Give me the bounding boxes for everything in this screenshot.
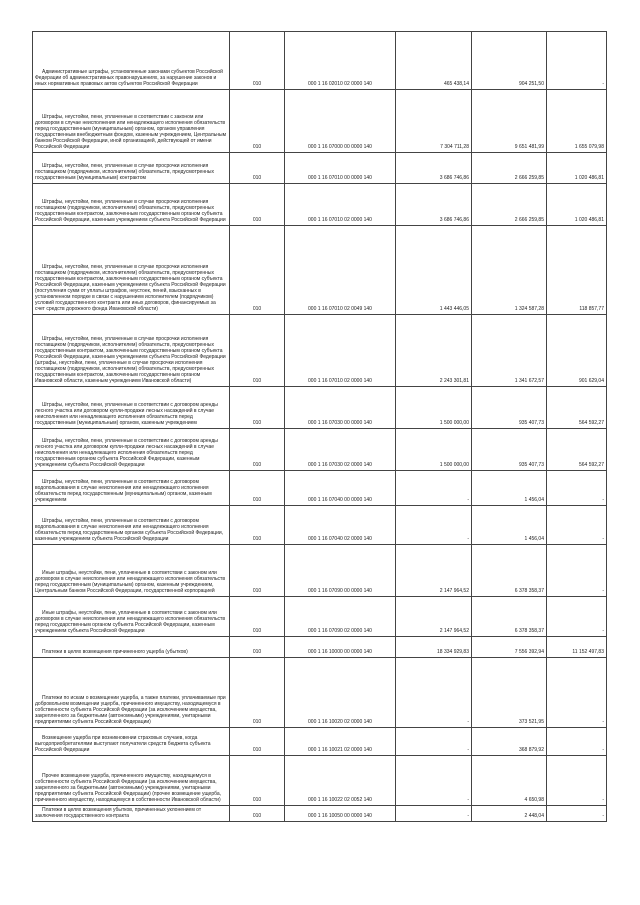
row-code: 010	[230, 315, 285, 387]
row-plan: 1 443 446,05	[396, 226, 472, 315]
row-exec: 1 324 587,28	[472, 226, 547, 315]
row-plan: -	[396, 728, 472, 756]
row-code: 010	[230, 597, 285, 637]
table-row	[33, 728, 607, 756]
row-rest: -	[547, 728, 607, 756]
row-exec: 1 456,04	[472, 506, 547, 545]
row-name: Прочее возмещение ущерба, причиненного имуществу, находящемуся в собственности субъекта Российской Федерации (за исключением имущества, закрепленного за бюджетными (автономными) учреждениями, унитарными предприятиями субъекта Российской Федерации) (прочее возмещение ущерба, причиненного имуществу, находящемуся в собственности Ивановской области)	[33, 756, 230, 806]
row-kbk: 000 1 16 07000 00 0000 140	[285, 90, 396, 153]
row-rest: -	[547, 756, 607, 806]
row-plan: 2 243 301,81	[396, 315, 472, 387]
row-name: Штрафы, неустойки, пени, уплаченные в соответствии с договором аренды лесного участка или договором купли-продажи лесных насаждений в случае неисполнения или ненадлежащего исполнения обязательств перед государственным (муниципальным) органом, казенным учреждением	[33, 387, 230, 429]
table-row	[33, 806, 607, 822]
row-code: 010	[230, 90, 285, 153]
row-plan: 2 147 964,52	[396, 545, 472, 597]
row-code: 010	[230, 226, 285, 315]
row-plan: -	[396, 806, 472, 822]
table-row	[33, 153, 607, 184]
table-row	[33, 637, 607, 658]
row-name: Штрафы, неустойки, пени, уплаченные в случае просрочки исполнения поставщиком (подрядчиком, исполнителем) обязательств, предусмотренных государственным контрактом, заключенным государственным органом субъекта Российской Федерации, казенным учреждением субъекта Российской Федерации (поступления сумм от уплаты штрафов, неустоек, пеней, взысканных в установленном порядке в связи с нарушением исполнителем (подрядчиком) условий государственного контракта или иных договоров, финансируемых за счет средств дорожного фонда Ивановской области)	[33, 226, 230, 315]
row-rest: -	[547, 545, 607, 597]
row-kbk: 000 1 16 07040 02 0000 140	[285, 506, 396, 545]
row-code: 010	[230, 756, 285, 806]
row-rest: 1 020 486,81	[547, 153, 607, 184]
row-rest: -	[547, 597, 607, 637]
row-name: Штрафы, неустойки, пени, уплаченные в случае просрочки исполнения поставщиком (подрядчиком, исполнителем) обязательств, предусмотренных государственным контрактом, заключенным государственным органом субъекта Российской Федерации, казенным учреждением субъекта Российской Федерации (штрафы, неустойки, пени, уплаченные в случае просрочки исполнения поставщиком (подрядчиком, исполнителем) обязательств, предусмотренных государственным контрактом, заключенным государственным органом Ивановской области, казенным учреждением Ивановской области)	[33, 315, 230, 387]
row-plan: -	[396, 506, 472, 545]
row-name: Штрафы, неустойки, пени, уплаченные в соответствии с договором водопользования в случае неисполнения или ненадлежащего исполнения обязательств перед государственным (муниципальным) органом, казенным учреждением	[33, 471, 230, 506]
row-name: Штрафы, неустойки, пени, уплаченные в случае просрочки исполнения поставщиком (подрядчиком, исполнителем) обязательств, предусмотренных государственным контрактом, заключенным государственным органом субъекта Российской Федерации, казенным учреждением субъекта Российской Федерации	[33, 184, 230, 226]
table-row	[33, 429, 607, 471]
row-rest: 1 655 079,98	[547, 90, 607, 153]
row-rest: 1 020 486,81	[547, 184, 607, 226]
row-kbk: 000 1 16 10000 00 0000 140	[285, 637, 396, 658]
row-exec: 1 341 672,57	[472, 315, 547, 387]
row-kbk: 000 1 16 10020 02 0000 140	[285, 658, 396, 728]
row-code: 010	[230, 506, 285, 545]
row-exec: 2 666 259,85	[472, 153, 547, 184]
row-plan: 1 500 000,00	[396, 387, 472, 429]
row-name: Иные штрафы, неустойки, пени, уплаченные в соответствии с законом или договором в случае неисполнения или ненадлежащего исполнения обязательств перед государственным (муниципальным) органом, казенным учреждением, Центральным банком Российской Федерации, государственной корпорацией	[33, 545, 230, 597]
row-kbk: 000 1 16 02010 02 0000 140	[285, 32, 396, 90]
row-kbk: 000 1 16 10022 02 0052 140	[285, 756, 396, 806]
row-exec: 1 456,04	[472, 471, 547, 506]
row-kbk: 000 1 16 07010 02 0000 140	[285, 184, 396, 226]
row-code: 010	[230, 806, 285, 822]
row-rest: 118 857,77	[547, 226, 607, 315]
row-name: Административные штрафы, установленные законами субъектов Российской Федерации об административных правонарушениях, за нарушение законов и иных нормативных правовых актов субъектов Российской Федерации	[33, 32, 230, 90]
row-kbk: 000 1 16 07090 00 0000 140	[285, 545, 396, 597]
row-name: Штрафы, неустойки, пени, уплаченные в случае просрочки исполнения поставщиком (подрядчиком, исполнителем) обязательств, предусмотренных государственным (муниципальным) контрактом	[33, 153, 230, 184]
table-row	[33, 471, 607, 506]
table-row	[33, 387, 607, 429]
table-row	[33, 658, 607, 728]
row-code: 010	[230, 658, 285, 728]
row-plan: -	[396, 658, 472, 728]
row-code: 010	[230, 637, 285, 658]
row-code: 010	[230, 545, 285, 597]
row-plan: 1 500 000,00	[396, 429, 472, 471]
table-row	[33, 90, 607, 153]
row-exec: 2 666 259,85	[472, 184, 547, 226]
table-row	[33, 315, 607, 387]
row-rest: -	[547, 471, 607, 506]
row-code: 010	[230, 32, 285, 90]
row-exec: 935 407,73	[472, 387, 547, 429]
row-name: Штрафы, неустойки, пени, уплаченные в соответствии с договором водопользования в случае неисполнения или ненадлежащего исполнения обязательств перед государственным органом субъекта Российской Федерации, казенным учреждением субъекта Российской Федерации	[33, 506, 230, 545]
row-exec: 4 650,98	[472, 756, 547, 806]
row-exec: 368 879,92	[472, 728, 547, 756]
row-rest: 564 592,27	[547, 387, 607, 429]
row-kbk: 000 1 16 07010 02 0000 140	[285, 315, 396, 387]
row-name: Платежи в целях возмещения причиненного ущерба (убытков)	[33, 637, 230, 658]
row-plan: 3 686 746,86	[396, 184, 472, 226]
row-plan: 465 438,14	[396, 32, 472, 90]
row-rest: 11 152 497,83	[547, 637, 607, 658]
row-kbk: 000 1 16 07030 00 0000 140	[285, 387, 396, 429]
row-rest: 901 629,04	[547, 315, 607, 387]
table-row	[33, 756, 607, 806]
row-plan: 2 147 964,52	[396, 597, 472, 637]
row-name: Возмещение ущерба при возникновении страховых случаев, когда выгодоприобретателями выступают получатели средств бюджета субъекта Российской Федерации	[33, 728, 230, 756]
table-row	[33, 506, 607, 545]
table-row	[33, 32, 607, 90]
row-kbk: 000 1 16 10050 00 0000 140	[285, 806, 396, 822]
row-exec: 7 556 392,94	[472, 637, 547, 658]
row-exec: 6 378 358,37	[472, 545, 547, 597]
row-exec: 904 251,50	[472, 32, 547, 90]
row-rest: -	[547, 32, 607, 90]
row-rest: -	[547, 806, 607, 822]
row-kbk: 000 1 16 07010 00 0000 140	[285, 153, 396, 184]
row-name: Платежи в целях возмещения убытков, причиненных уклонением от заключения государственного контракта	[33, 806, 230, 822]
row-rest: -	[547, 658, 607, 728]
row-kbk: 000 1 16 10021 02 0000 140	[285, 728, 396, 756]
row-kbk: 000 1 16 07090 02 0000 140	[285, 597, 396, 637]
row-rest: -	[547, 506, 607, 545]
table-row	[33, 545, 607, 597]
table-row	[33, 184, 607, 226]
row-exec: 373 521,95	[472, 658, 547, 728]
row-code: 010	[230, 471, 285, 506]
row-rest: 564 592,27	[547, 429, 607, 471]
table-row	[33, 226, 607, 315]
revenue-table	[32, 31, 607, 822]
row-name: Штрафы, неустойки, пени, уплаченные в соответствии с договором аренды лесного участка или договором купли-продажи лесных насаждений в случае неисполнения или ненадлежащего исполнения обязательств перед государственным органом субъекта Российской Федерации, казенным учреждением субъекта Российской Федерации	[33, 429, 230, 471]
row-plan: -	[396, 471, 472, 506]
row-kbk: 000 1 16 07010 02 0049 140	[285, 226, 396, 315]
row-name: Иные штрафы, неустойки, пени, уплаченные в соответствии с законом или договором в случае неисполнения или ненадлежащего исполнения обязательств перед государственным органом субъекта Российской Федерации, казенным учреждением субъекта Российской Федерации	[33, 597, 230, 637]
row-plan: -	[396, 756, 472, 806]
row-plan: 7 304 711,28	[396, 90, 472, 153]
row-code: 010	[230, 184, 285, 226]
row-plan: 18 334 929,83	[396, 637, 472, 658]
row-exec: 9 651 481,99	[472, 90, 547, 153]
row-kbk: 000 1 16 07030 02 0000 140	[285, 429, 396, 471]
row-code: 010	[230, 728, 285, 756]
row-code: 010	[230, 429, 285, 471]
row-exec: 6 378 358,37	[472, 597, 547, 637]
row-plan: 3 686 746,86	[396, 153, 472, 184]
row-exec: 935 407,73	[472, 429, 547, 471]
row-name: Штрафы, неустойки, пени, уплаченные в соответствии с законом или договором в случае неисполнения или ненадлежащего исполнения обязательств перед государственным (муниципальным) органом, органом управления государственным внебюджетным фондом, казенным учреждением, Центральным банком Российской Федерации, иной организацией, действующей от имени Российской Федерации	[33, 90, 230, 153]
row-kbk: 000 1 16 07040 00 0000 140	[285, 471, 396, 506]
row-code: 010	[230, 153, 285, 184]
row-name: Платежи по искам о возмещении ущерба, а также платежи, уплачиваемые при добровольном возмещении ущерба, причиненного имуществу, находящемуся в собственности субъекта Российской Федерации (за исключением имущества, закрепленного за бюджетными (автономными) учреждениями, унитарными предприятиями субъекта Российской Федерации)	[33, 658, 230, 728]
row-exec: 2 448,04	[472, 806, 547, 822]
table-row	[33, 597, 607, 637]
row-code: 010	[230, 387, 285, 429]
